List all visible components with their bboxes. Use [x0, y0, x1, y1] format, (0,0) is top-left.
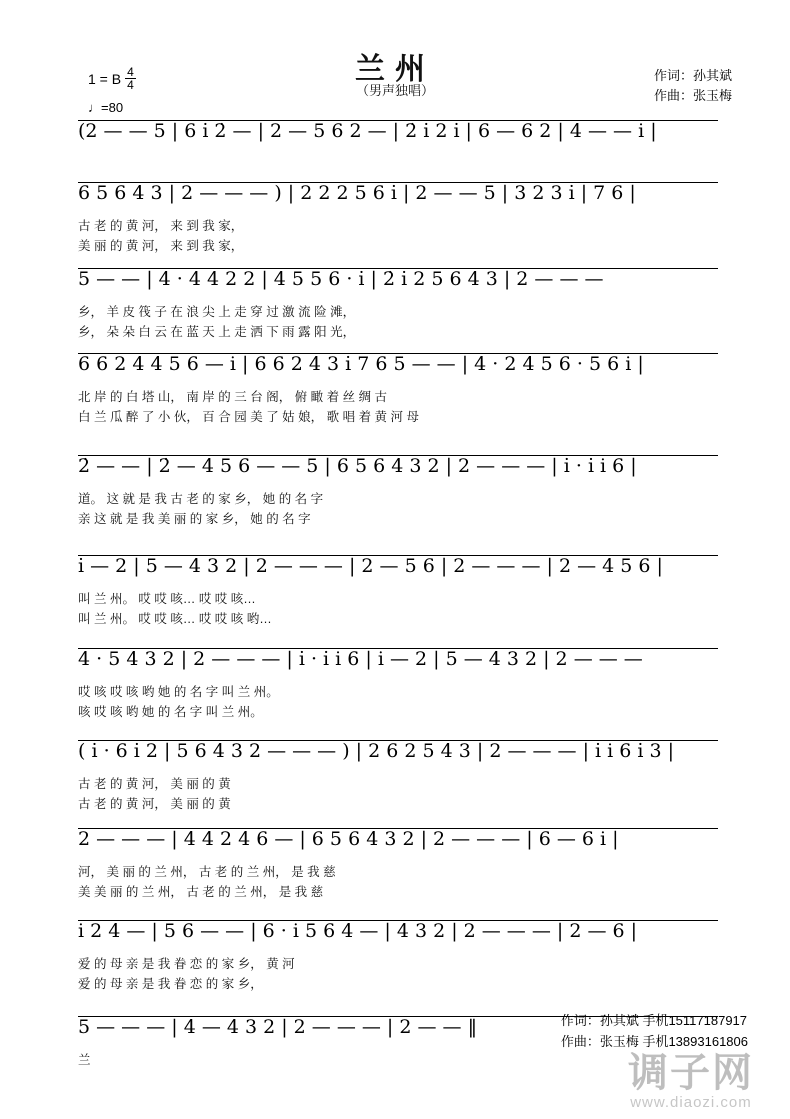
lyric-row-1: 乡， 羊 皮 筏 子 在 浪 尖 上 走 穿 过 激 流 险 滩，: [78, 305, 356, 319]
note-row: i̇ — 2 | 5 — 4 3 2 | 2 — — — | 2 — 5 6 | 2 — — — | 2 — 4 5 6 |: [78, 555, 663, 577]
lyric-row-1: [78, 154, 718, 174]
note-row: i 2 4 — | 5 6 — — | 6 · i 5 6 4 — | 4 3 2 | 2 — — — | 2 — 6 |: [78, 920, 638, 942]
lyric-row-1: 古 老 的 黄 河， 来 到 我 家，: [78, 219, 244, 233]
lyric-row-1: 哎 咳 哎 咳 哟 她 的 名 字 叫 兰 州。: [78, 685, 279, 699]
note-row: 6 5 6 4 3 | 2 — — — ) | 2 2 2 5 6 i̇ | 2 — — 5 | 3 2 3 i̇ | 7 6 |: [78, 182, 636, 204]
lyric-row-2: 咳 哎 咳 哟 她 的 名 字 叫 兰 州。: [78, 705, 263, 719]
lyricist-credit: 作词：孙其斌: [653, 68, 732, 83]
note-row: 5 — — | 4 · 4 4 2 2 | 4 5 5 6 · i̇ | 2̇ i̇ 2 5 6 4 3 | 2 — — —: [78, 268, 604, 290]
note-row: 4 · 5 4 3 2 | 2 — — — | i̇ · i̇ i 6 | i — 2 | 5 — 4 3 2 | 2 — — —: [78, 648, 643, 670]
lyric-row-2: 美 美 丽 的 兰 州， 古 老 的 兰 州， 是 我 慈: [78, 885, 324, 899]
music-system-7: [78, 648, 718, 722]
lyric-row-2: 乡， 朵 朵 白 云 在 蓝 天 上 走 洒 下 雨 露 阳 光，: [78, 325, 356, 339]
lyric-row-1: 叫 兰 州。 哎 哎 咳… 哎 哎 咳…: [78, 592, 256, 606]
lyric-row-2: 白 兰 瓜 醉 了 小 伙， 百 合 园 美 了 姑 娘， 歌 唱 着 黄 河 母: [78, 410, 419, 424]
lyric-row-2: 古 老 的 黄 河， 美 丽 的 黄: [78, 797, 231, 811]
composer-credit: 作曲：张玉梅: [653, 88, 732, 104]
footer-composer: 作曲：张玉梅 手机13893161806: [560, 1034, 748, 1050]
music-system-5: [78, 455, 718, 529]
note-row: (2 — — 5 | 6 i̇ 2̇ — | 2 — 5 6 2 — | 2̇ i̇ 2 i̇ | 6 — 6 2 | 4 — — i |: [78, 120, 657, 142]
music-system-9: [78, 828, 718, 902]
key-signature-block: [88, 66, 136, 91]
lyric-row-2: 叫 兰 州。 哎 哎 咳… 哎 哎 咳 哟…: [78, 612, 272, 626]
music-system-4: [78, 353, 718, 427]
note-row: ( i̇ · 6 i̇ 2 | 5 6 4 3 2 — — — ) | 2 6 2 5 4 3 | 2 — — — | i̇ i 6 i̇ 3 |: [78, 740, 675, 762]
subtitle: （男声独唱）: [355, 83, 434, 98]
lyric-row-1: 河， 美 丽 的 兰 州， 古 老 的 兰 州， 是 我 慈: [78, 865, 336, 879]
tempo-marking: ♩=80: [88, 100, 124, 115]
music-system-8: [78, 740, 718, 814]
music-system-6: [78, 555, 718, 629]
lyric-row-1: 道。 这 就 是 我 古 老 的 家 乡， 她 的 名 字: [78, 492, 324, 506]
note-row: 5 — — — | 4 — 4 3 2 | 2 — — — | 2 — — ‖: [78, 1016, 478, 1038]
credits-block: [654, 66, 732, 106]
music-system-10: [78, 920, 718, 994]
meter-numerator: 4: [127, 65, 134, 79]
lyric-row-2: 亲 这 就 是 我 美 丽 的 家 乡， 她 的 名 字: [78, 512, 311, 526]
note-row: 2 — — — | 4 4 2 4 6 — | 6 5 6 4 3 2 | 2 — — — | 6 — 6 i |: [78, 828, 619, 850]
music-system-3: [78, 268, 718, 342]
watermark: [628, 1041, 754, 1111]
lyric-row-1: 古 老 的 黄 河， 美 丽 的 黄: [78, 777, 231, 791]
music-system-2: [78, 182, 718, 256]
key-label: 1 = B: [88, 70, 122, 87]
note-row: 6 6 2 4 4 5 6 — i | 6 6 2 4 3 i̇ 7 6 5 — — | 4 · 2 4 5 6 · 5 6 i |: [78, 353, 644, 375]
watermark-url: www.diaozi.com: [630, 1094, 752, 1111]
meter-denominator: 4: [127, 78, 134, 92]
lyric-row-2: 美 丽 的 黄 河， 来 到 我 家，: [78, 239, 244, 253]
footer-lyricist: 作词：孙其斌 手机15117187917: [560, 1013, 748, 1029]
lyric-row-1: 兰: [78, 1053, 91, 1067]
lyric-row-1: 北 岸 的 白 塔 山， 南 岸 的 三 台 阁， 俯 瞰 着 丝 绸 古: [78, 390, 388, 404]
lyric-row-2: 爱 的 母 亲 是 我 眷 恋 的 家 乡，: [78, 977, 263, 991]
note-row: 2̇ — — | 2̇ — 4 5 6 — — 5 | 6 5 6 4 3 2 | 2 — — — | i̇ · i̇ i 6 |: [78, 455, 637, 477]
time-signature: [125, 66, 136, 91]
lyric-row-1: 爱 的 母 亲 是 我 眷 恋 的 家 乡， 黄 河: [78, 957, 295, 971]
page-title: 兰州: [355, 52, 435, 87]
watermark-title: 调子网: [628, 1049, 754, 1096]
